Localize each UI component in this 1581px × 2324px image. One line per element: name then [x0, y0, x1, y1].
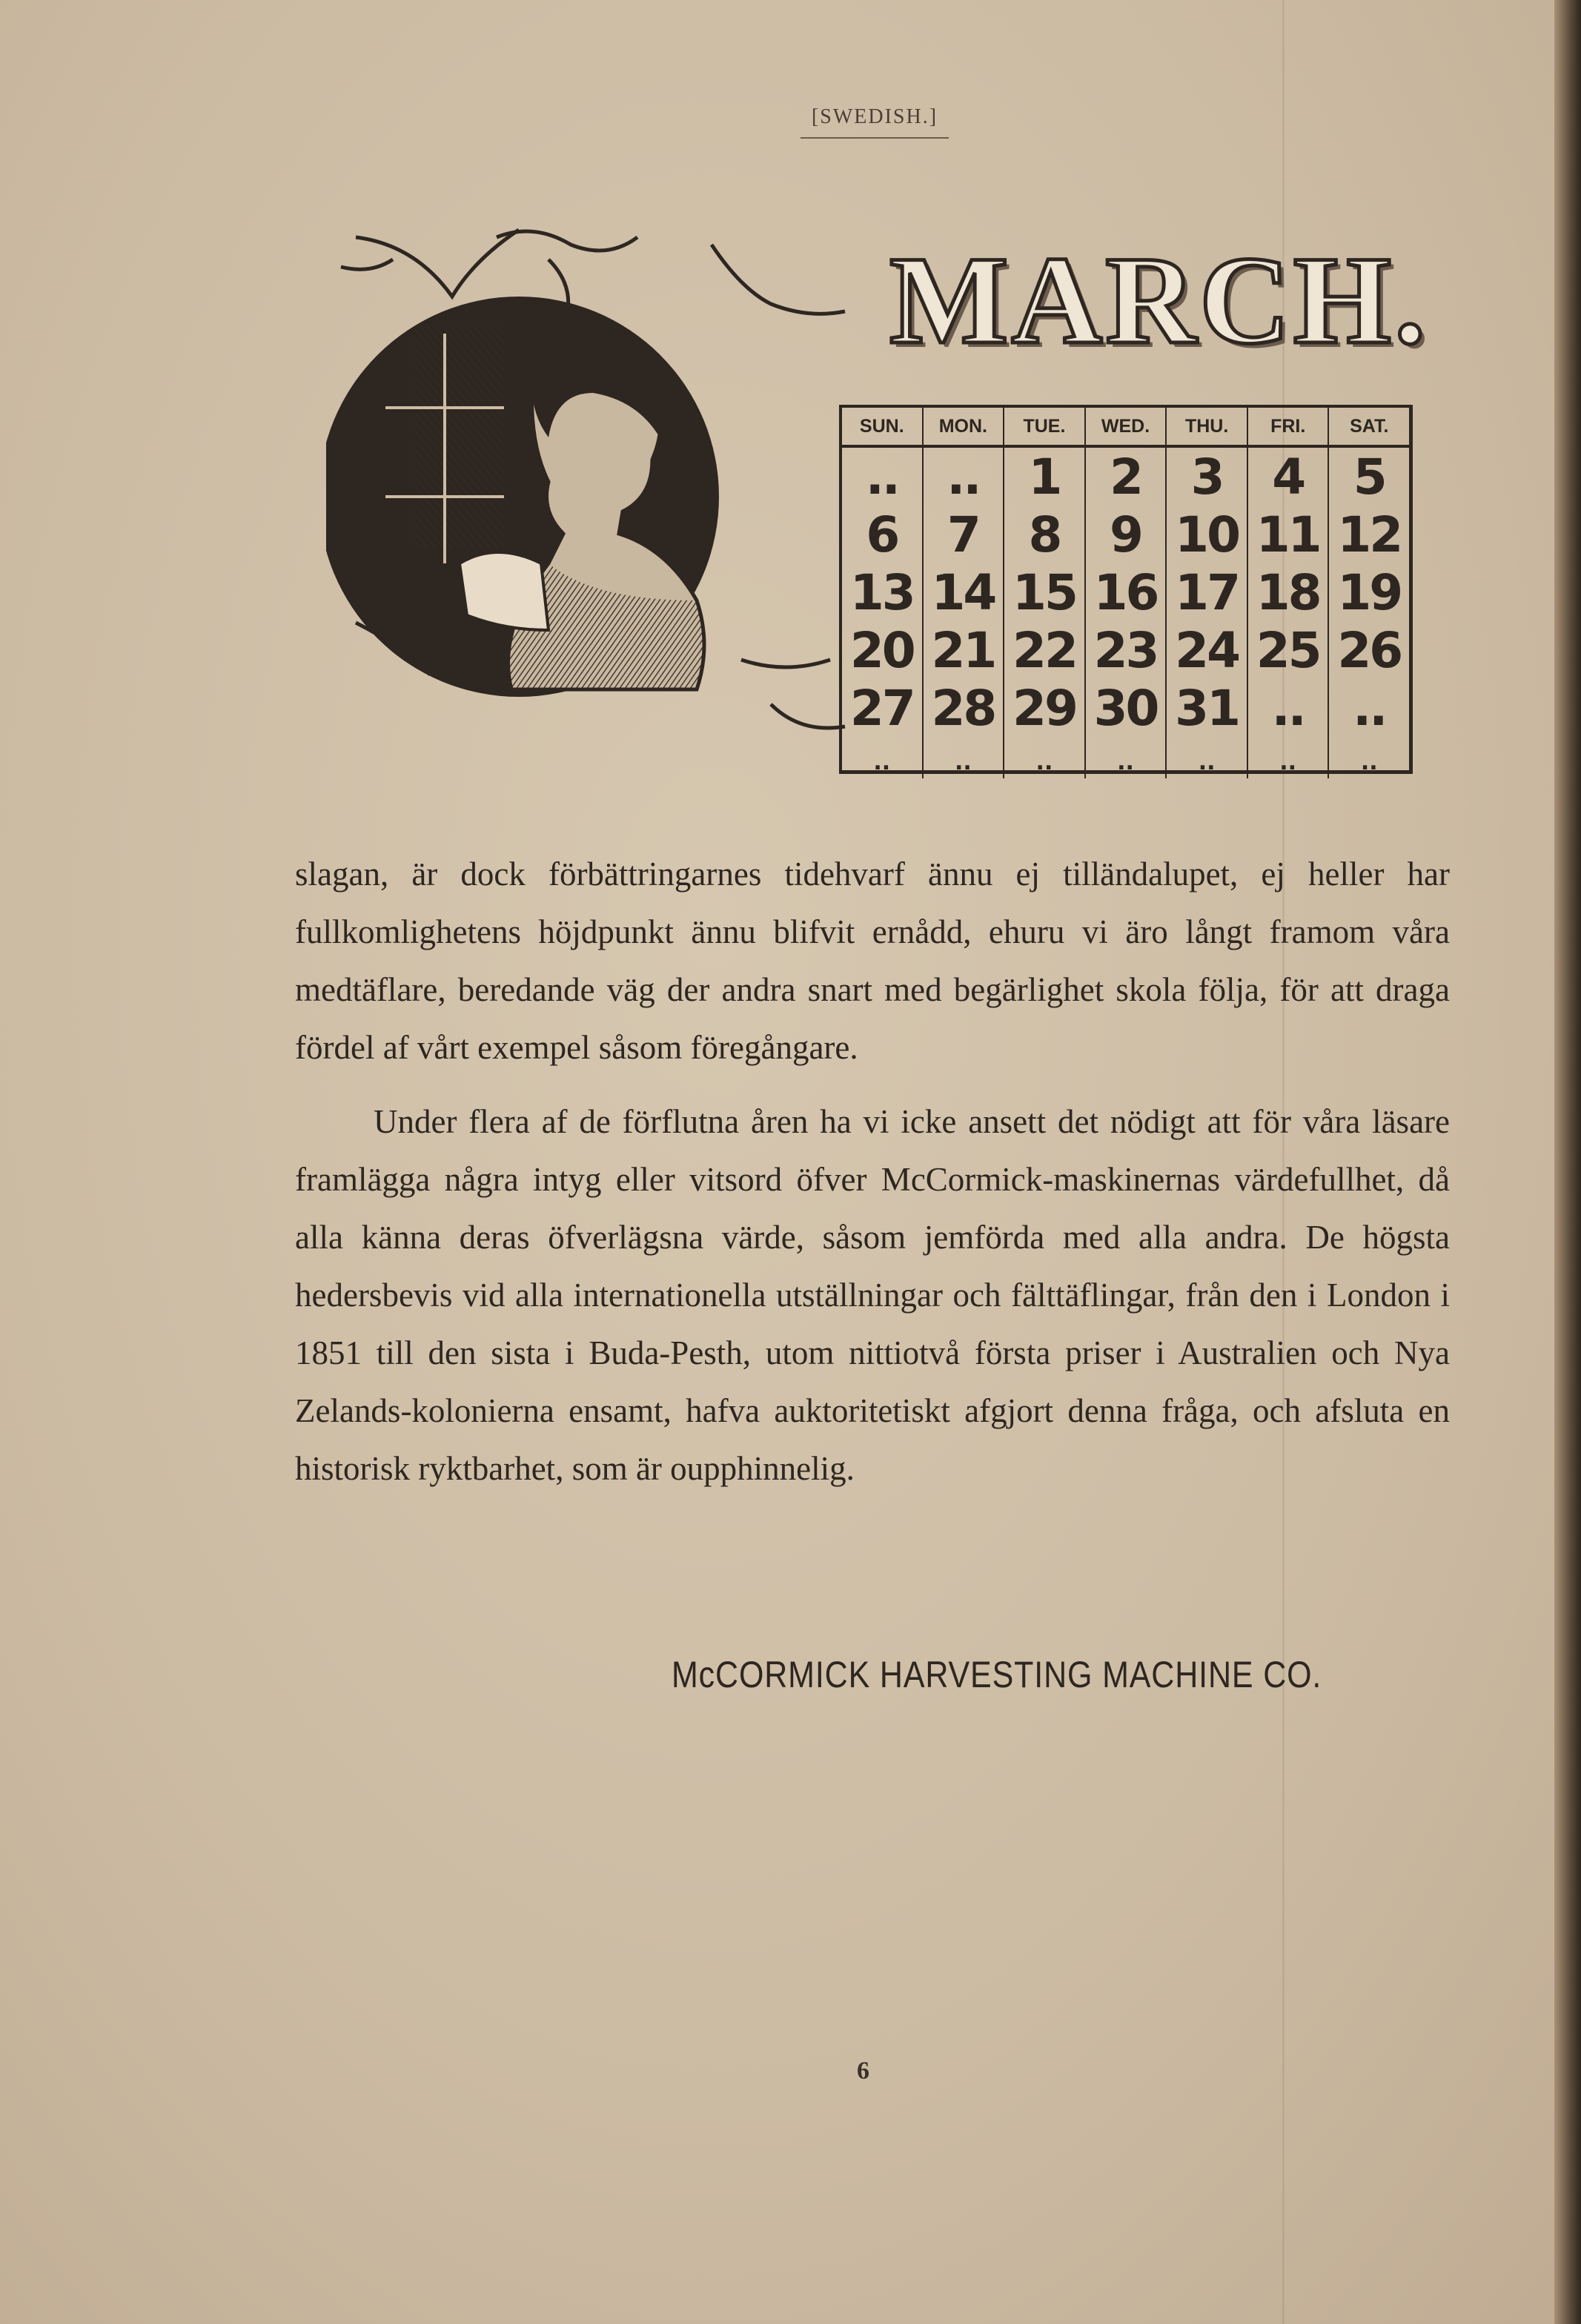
- calendar-day: 5: [1353, 448, 1385, 506]
- calendar-day: 31: [1167, 679, 1248, 737]
- calendar-day: 25: [1248, 621, 1330, 679]
- header-rule: [801, 137, 949, 139]
- calendar-day: ..: [1167, 737, 1248, 778]
- calendar-day: ..: [1353, 679, 1386, 737]
- calendar-day: 21: [924, 621, 1005, 679]
- calendar-day: 24: [1167, 621, 1248, 679]
- calendar-day: ..: [1004, 737, 1086, 778]
- calendar-day: 8: [1004, 506, 1086, 563]
- calendar-week-5: [842, 679, 1409, 737]
- calendar-day: ..: [1248, 679, 1330, 737]
- weekday-sat: SAT.: [1350, 415, 1389, 437]
- calendar-week-3: [842, 563, 1409, 621]
- calendar-day: 9: [1086, 506, 1167, 563]
- calendar-day: 27: [842, 679, 924, 737]
- calendar-day: 6: [842, 506, 924, 563]
- calendar-day: 15: [1004, 563, 1086, 621]
- calendar-day: 18: [1248, 563, 1330, 621]
- calendar-day: 1: [1004, 448, 1086, 506]
- calendar-day: 29: [1004, 679, 1086, 737]
- calendar-week-4: [842, 621, 1409, 679]
- calendar-day: ..: [924, 737, 1005, 778]
- calendar-day: 23: [1086, 621, 1167, 679]
- calendar-day: 11: [1248, 506, 1330, 563]
- weekday-thu: THU.: [1167, 408, 1248, 445]
- calendar-week-2: [842, 506, 1409, 563]
- body-text: [295, 845, 1450, 1497]
- calendar-day: ..: [1086, 737, 1167, 778]
- calendar-day: 17: [1167, 563, 1248, 621]
- calendar-week-6: [842, 737, 1409, 778]
- calendar-day: 20: [842, 621, 924, 679]
- company-signature: McCORMICK HARVESTING MACHINE CO.: [672, 1654, 1322, 1695]
- calendar-day: 4: [1248, 448, 1330, 506]
- march-calendar: [839, 405, 1413, 774]
- calendar-day: 30: [1086, 679, 1167, 737]
- portrait-illustration: [326, 215, 875, 764]
- calendar-day: ..: [1248, 737, 1330, 778]
- calendar-day: 16: [1086, 563, 1167, 621]
- month-title: MARCH.: [889, 231, 1429, 370]
- calendar-day: ..: [924, 448, 1005, 506]
- paragraph-2: Under flera af de förflutna åren ha vi icke ansett det nödigt att för våra läsare framlägga några intyg eller vitsord öfver McCormick-maskinernas värdefullhet, då alla känna deras öfverlägsna värde, såsom jemförda med alla andra. De högsta hedersbevis vid alla internationella utställningar och fälttäflingar, från den i London i 1851 till den sista i Buda-Pesth, utom nittiotvå första priser i Australien och Nya Zelands-kolonierna ensamt, hafva auktoritetiskt afgjort denna fråga, och afsluta en historisk ryktbarhet, som är oupphinnelig.: [295, 1103, 1450, 1487]
- page-number: 6: [857, 2057, 869, 2085]
- calendar-day: 28: [924, 679, 1005, 737]
- calendar-day: 13: [842, 563, 924, 621]
- calendar-day: ..: [842, 448, 924, 506]
- weekday-fri: FRI.: [1248, 408, 1330, 445]
- paragraph-1: slagan, är dock förbättringarnes tidehvarf ännu ej tilländalupet, ej heller har fullkomlighetens höjdpunkt ännu blifvit ernådd, ehuru vi äro långt framom våra medtäflare, beredande väg der andra snart med begärlighet skola följa, för att draga fördel af vårt exempel såsom föregångare.: [295, 855, 1450, 1066]
- language-note: [SWEDISH.]: [811, 105, 938, 128]
- calendar-day: 7: [924, 506, 1005, 563]
- weekday-tue: TUE.: [1004, 408, 1086, 445]
- calendar-day: ..: [842, 737, 924, 778]
- calendar-day: 3: [1167, 448, 1248, 506]
- weekday-wed: WED.: [1086, 408, 1167, 445]
- calendar-day: ..: [1360, 749, 1378, 775]
- weekday-mon: MON.: [924, 408, 1005, 445]
- calendar-week-1: [842, 448, 1409, 506]
- calendar-weekday-header: [842, 408, 1409, 448]
- calendar-day: 26: [1337, 621, 1402, 679]
- book-spine-edge: [1554, 0, 1581, 2324]
- calendar-day: 2: [1086, 448, 1167, 506]
- calendar-day: 19: [1337, 563, 1402, 621]
- calendar-day: 10: [1167, 506, 1248, 563]
- weekday-sun: SUN.: [842, 408, 924, 445]
- calendar-day: 22: [1004, 621, 1086, 679]
- calendar-day: 14: [924, 563, 1005, 621]
- calendar-day: 12: [1337, 506, 1402, 563]
